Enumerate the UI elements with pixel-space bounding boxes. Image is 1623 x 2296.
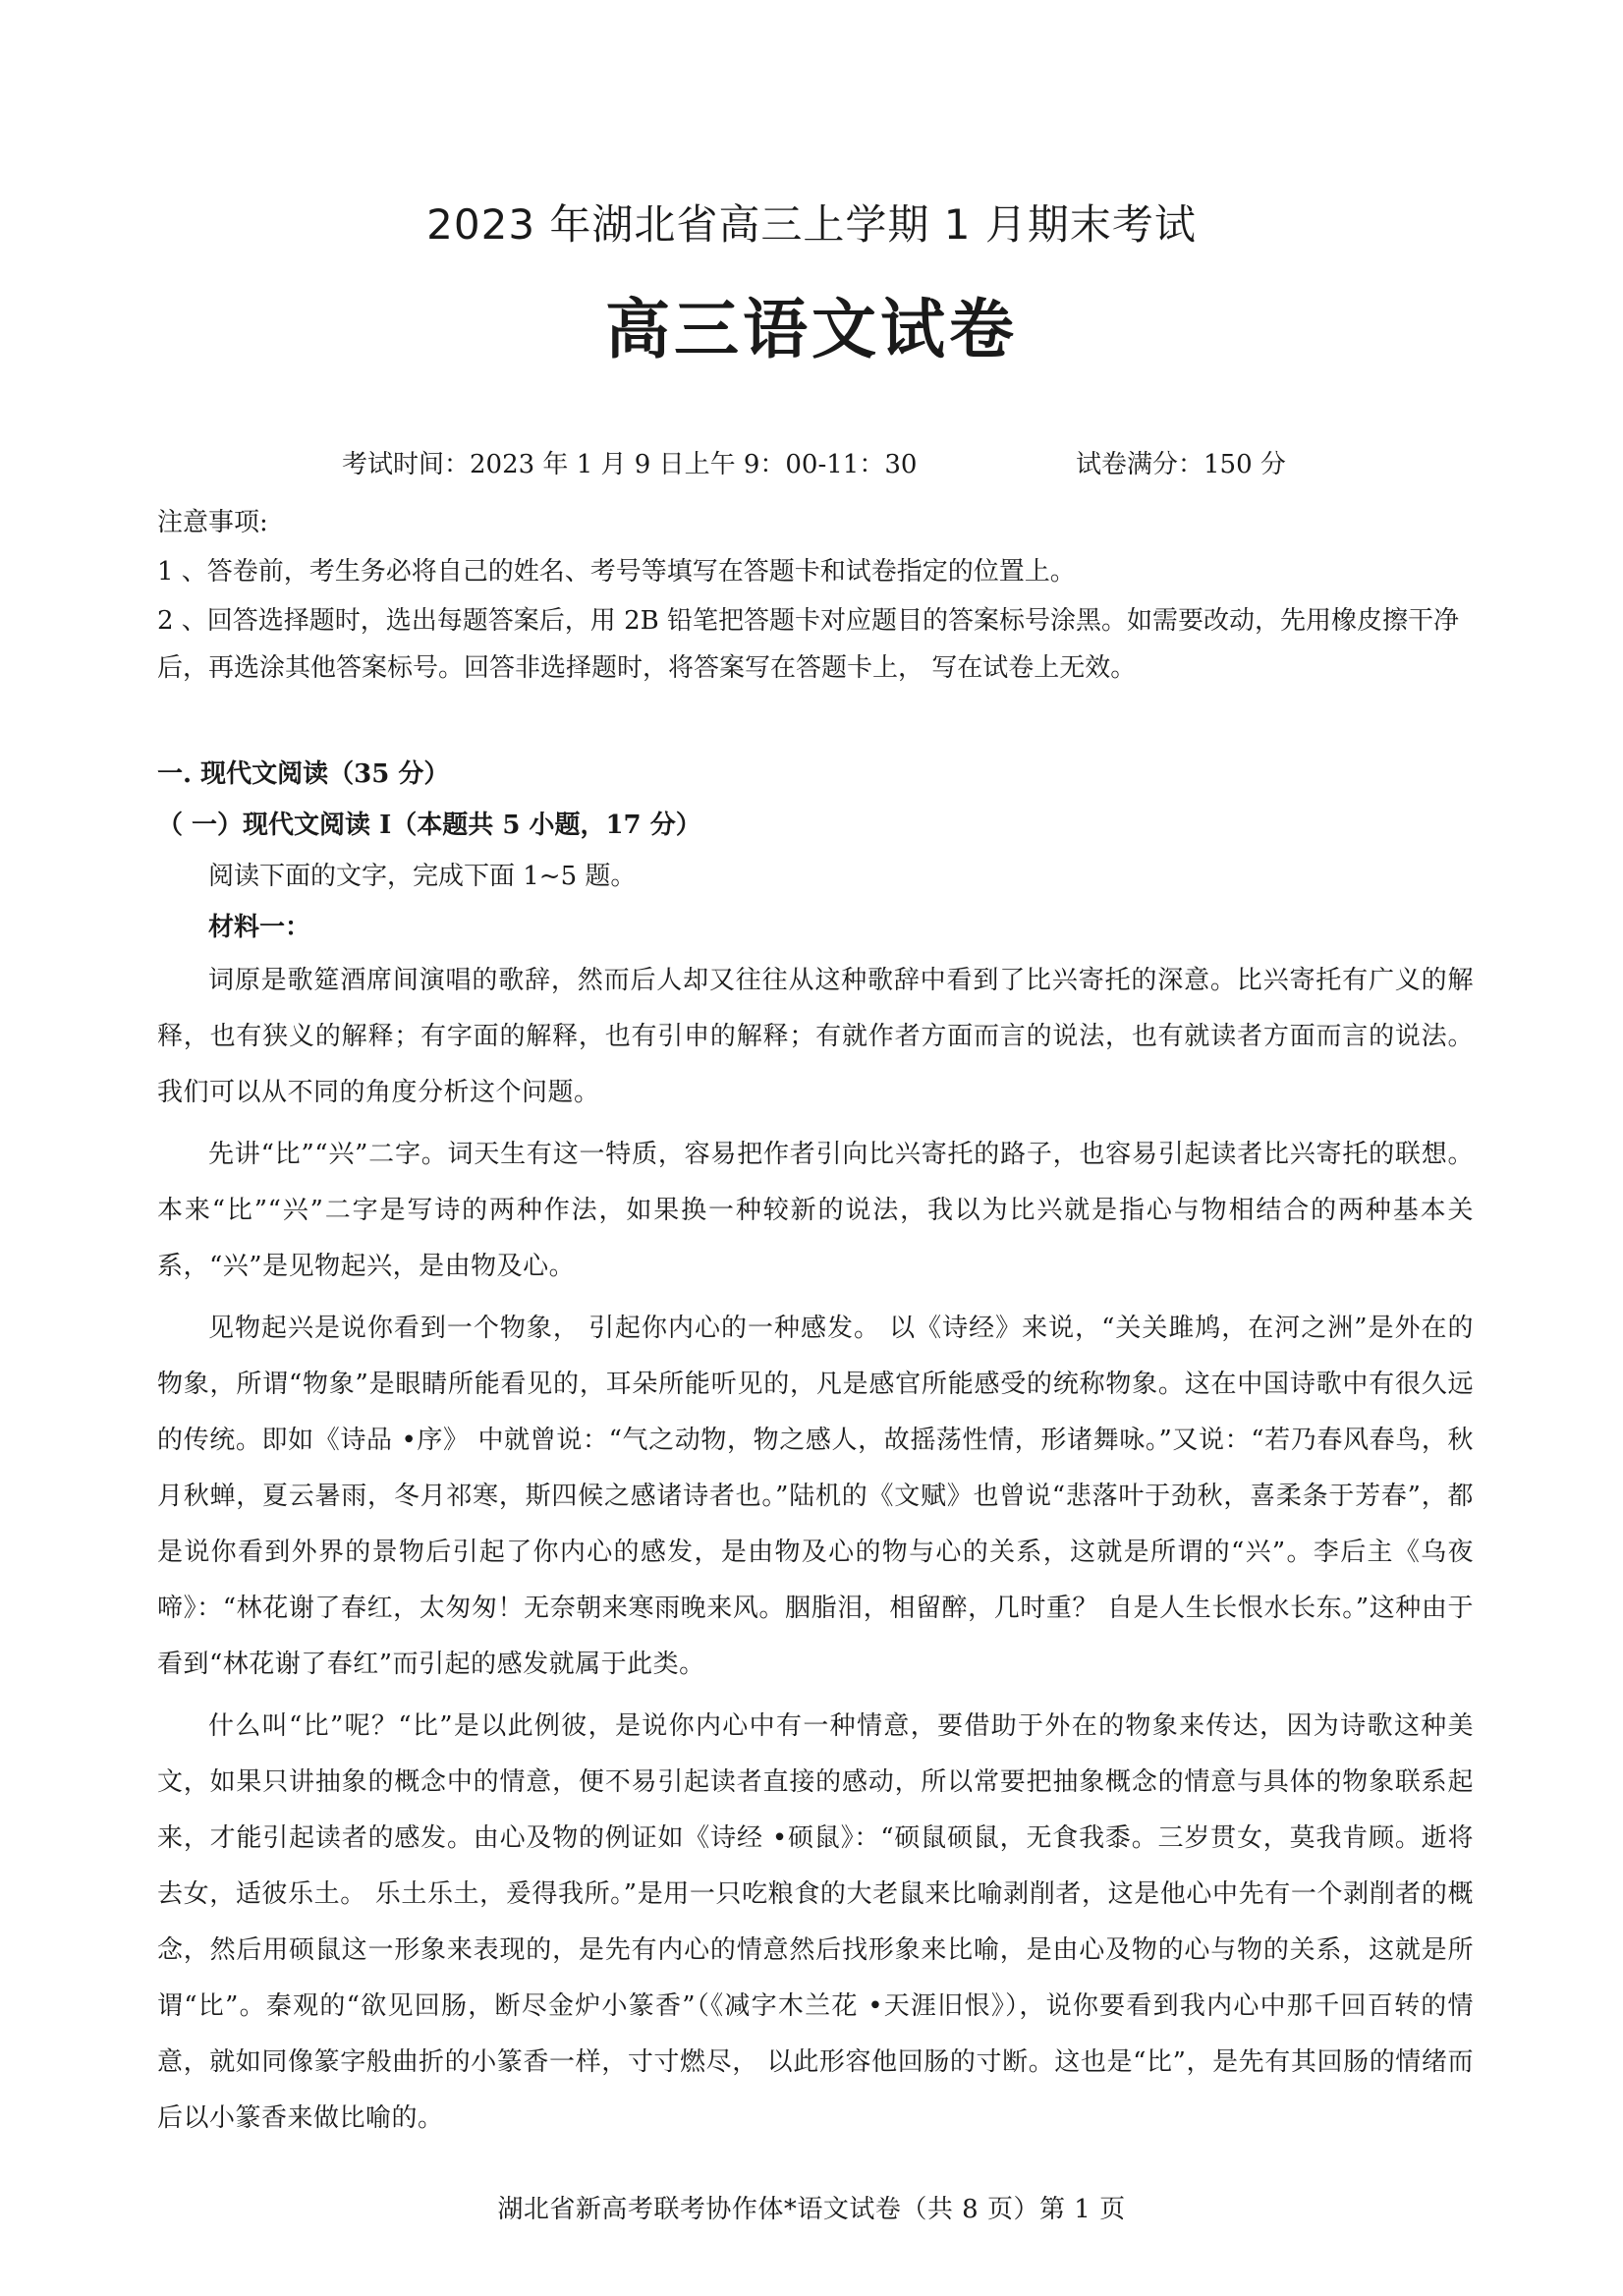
note-item: 1 、答卷前，考生务必将自己的姓名、考号等填写在答题卡和试卷指定的位置上。 bbox=[157, 557, 1076, 587]
paragraph: 见物起兴是说你看到一个物象， 引起你内心的一种感发。 以《诗经》来说，“关关雎鸠，在河之洲”是外在的物象，所谓“物象”是眼睛所能看见的，耳朵所能听见的，凡是感官所能感受的统称物象。这在中国诗歌中有很久远的传统。即如《诗品 •序》 中就曾说：“气之动物，物之感人，故摇荡性情，形诸舞咏。”又说：“若乃春风春鸟，秋月秋蝉，夏云暑雨，冬月祁寒，斯四候之感诸诗者也。”陆机的《文赋》也曾说“悲落叶于劲秋，喜柔条于芳春”，都是说你看到外界的景物后引起了你内心的感发，是由物及心的物与心的关系，这就是所谓的“兴”。李后主《乌夜啼》：“林花谢了春红，太匆匆！无奈朝来寒雨晚来风。胭脂泪，相留醉，几时重？ 自是人生长恨水长东。”这种由于看到“林花谢了春红”而引起的感发就属于此类。 bbox=[157, 1314, 1474, 1679]
paper-title: 高三语文试卷 bbox=[605, 292, 1018, 367]
exam-time: 考试时间：2023 年 1 月 9 日上午 9：00-11：30 bbox=[342, 450, 918, 479]
material-label: 材料一： bbox=[208, 913, 311, 942]
exam-info bbox=[0, 444, 1623, 479]
note-item: 2 、回答选择题时，选出每题答案后，用 2B 铅笔把答题卡对应题目的答案标号涂黑。如需要改动，先用橡皮擦干净后，再选涂其他答案标号。回答非选择题时，将答案写在答题卡上， 写在试卷上无效。 bbox=[157, 606, 1459, 683]
full-score: 试卷满分：150 分 bbox=[1076, 450, 1286, 479]
paragraph: 什么叫“比”呢？“比”是以此例彼，是说你内心中有一种情意，要借助于外在的物象来传达，因为诗歌这种美文，如果只讲抽象的概念中的情意，便不易引起读者直接的感动，所以常要把抽象概念的情意与具体的物象联系起来，才能引起读者的感发。由心及物的例证如《诗经 •硕鼠》：“硕鼠硕鼠，无食我黍。三岁贯女，莫我肯顾。逝将去女，适彼乐土。 乐土乐土，爰得我所。”是用一只吃粮食的大老鼠来比喻剥削者，这是他心中先有一个剥削者的概念，然后用硕鼠这一形象来表现的，是先有内心的情意然后找形象来比喻，是由心及物的心与物的关系，这就是所谓“比”。秦观的“欲见回肠，断尽金炉小篆香”（《减字木兰花 •天涯旧恨》），说你要看到我内心中那千回百转的情意，就如同像篆字般曲折的小篆香一样，寸寸燃尽， 以此形容他回肠的寸断。这也是“比”，是先有其回肠的情绪而后以小篆香来做比喻的。 bbox=[157, 1711, 1474, 2133]
sub-heading: （ 一）现代文阅读 Ⅰ（本题共 5 小题，17 分） bbox=[157, 811, 701, 840]
instruction: 阅读下面的文字，完成下面 1~5 题。 bbox=[208, 862, 637, 891]
notes bbox=[157, 499, 1474, 692]
section-heading: 一. 现代文阅读（35 分） bbox=[157, 759, 450, 789]
page-footer: 湖北省新高考联考协作体*语文试卷（共 8 页）第 1 页 bbox=[497, 2195, 1126, 2224]
notes-heading: 注意事项: bbox=[157, 508, 268, 537]
paragraph: 词原是歌筵酒席间演唱的歌辞，然而后人却又往往从这种歌辞中看到了比兴寄托的深意。比兴寄托有广义的解释，也有狭义的解释；有字面的解释，也有引申的解释；有就作者方面而言的说法，也有就读者方面而言的说法。我们可以从不同的角度分析这个问题。 bbox=[157, 966, 1474, 1107]
exam-title: 2023 年湖北省高三上学期 1 月期末考试 bbox=[426, 200, 1197, 249]
paragraph: 先讲“比”“兴”二字。词天生有这一特质，容易把作者引向比兴寄托的路子，也容易引起读者比兴寄托的联想。本来“比”“兴”二字是写诗的两种作法，如果换一种较新的说法，我以为比兴就是指心与物相结合的两种基本关系，“兴”是见物起兴，是由物及心。 bbox=[157, 1140, 1474, 1281]
reading-section bbox=[157, 749, 1474, 2147]
